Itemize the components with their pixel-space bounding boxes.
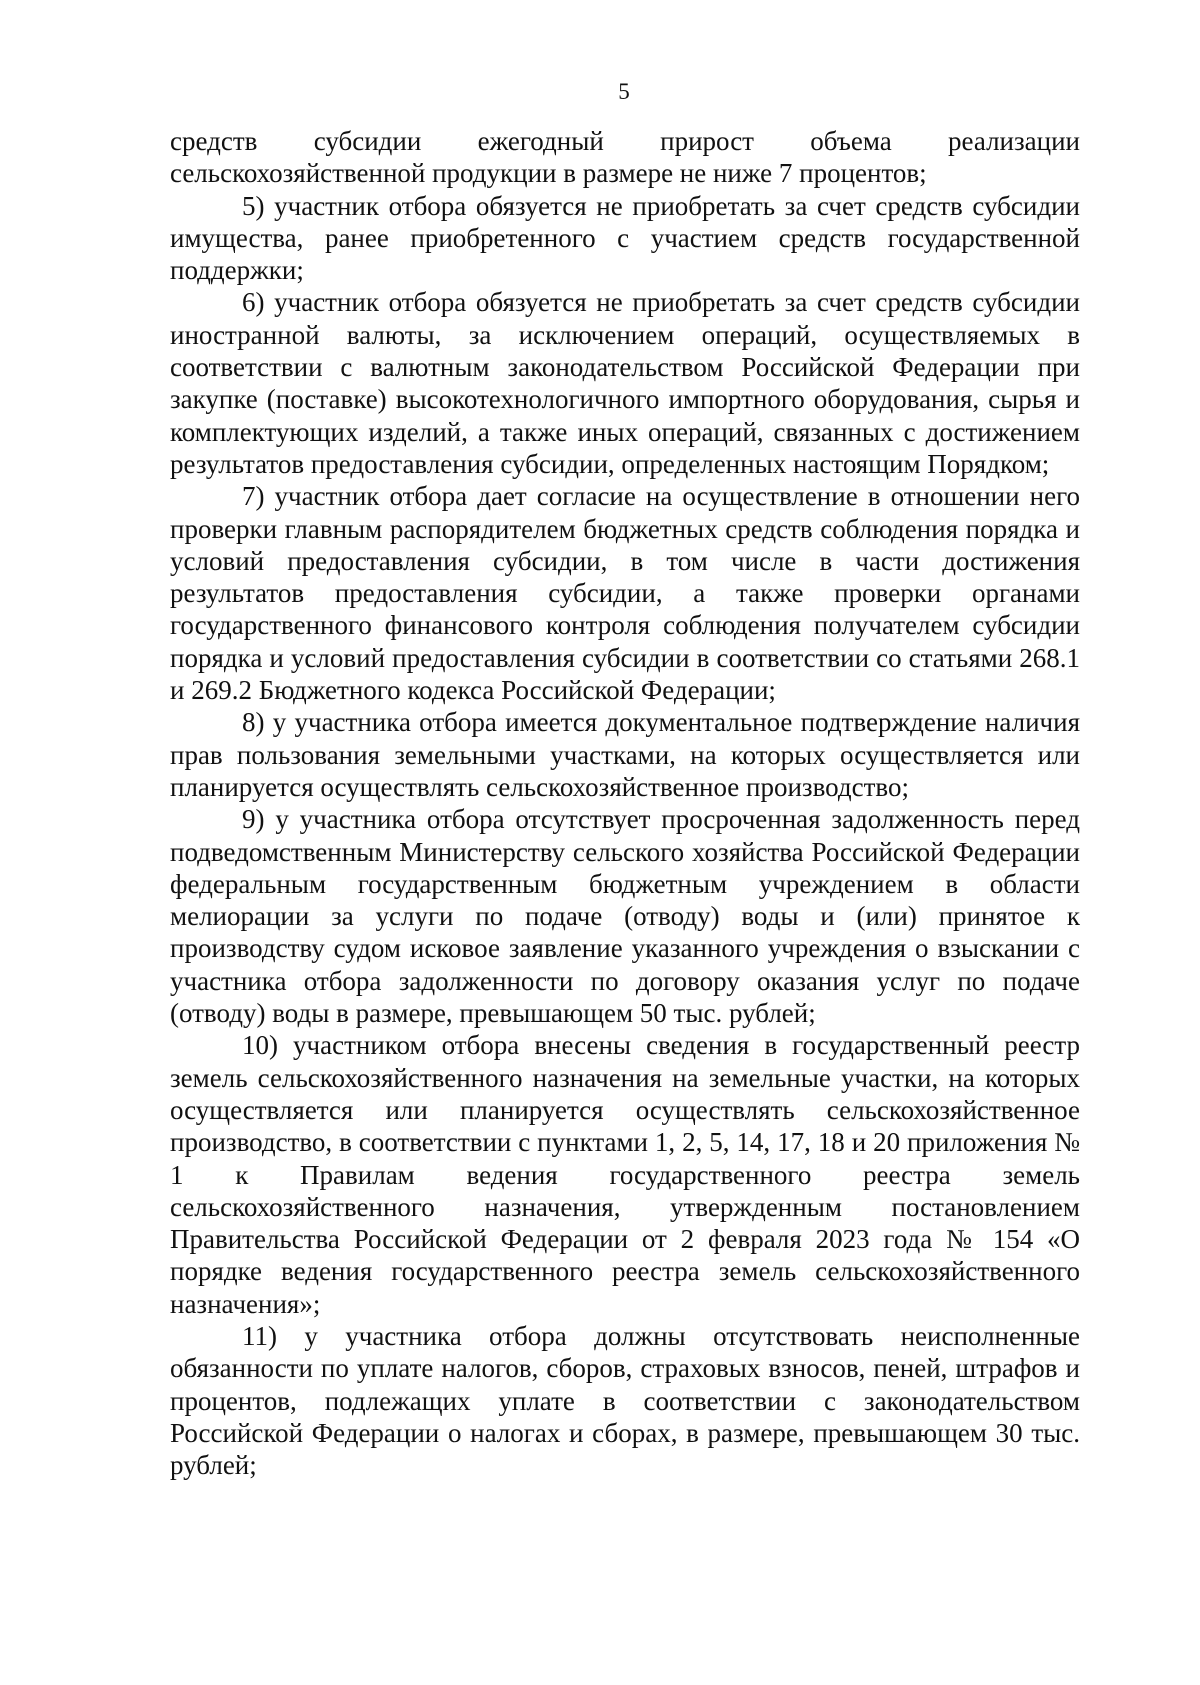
paragraph-item-8: 8) у участника отбора имеется документальное подтверждение наличия прав пользования земельными участками, на которых осуществляется или планируется осуществлять сельскохозяйственное производство; [170,707,1080,802]
page-number: 5 [618,79,630,104]
paragraph-item-9: 9) у участника отбора отсутствует просроченная задолженность перед подведомственным Министерству сельского хозяйства Российской Федерации федеральным государственным бюджетным учреждением в области мелиорации за услуги по подаче (отводу) воды и (или) принятое к производству судом исковое заявление указанного учреждения о взыскании с участника отбора задолженности по договору оказания услуг по подаче (отводу) воды в размере, превышающем 50 тыс. рублей; [170,804,1080,1029]
paragraph-continuation: средств субсидии ежегодный прирост объема реализации сельскохозяйственной продукции в размере не ниже 7 процентов; [170,126,1080,189]
document-body [170,125,1080,1481]
paragraph-item-7: 7) участник отбора дает согласие на осуществление в отношении него проверки главным распорядителем бюджетных средств соблюдения порядка и условий предоставления субсидии, в том числе в части достижения результатов предоставления субсидии, а также проверки органами государственного финансового контроля соблюдения получателем субсидии порядка и условий предоставления субсидии в соответствии со статьями 268.1 и 269.2 Бюджетного кодекса Российской Федерации; [170,481,1080,706]
paragraph-item-5: 5) участник отбора обязуется не приобретать за счет средств субсидии имущества, ранее приобретенного с участием средств государственной поддержки; [170,190,1080,286]
paragraph-item-11: 11) у участника отбора должны отсутствовать неисполненные обязанности по уплате налогов, сборов, страховых взносов, пеней, штрафов и процентов, подлежащих уплате в соответствии с законодательством Российской Федерации о налогах и сборах, в размере, превышающем 30 тыс. рублей; [170,1320,1080,1481]
paragraph-item-6: 6) участник отбора обязуется не приобретать за счет средств субсидии иностранной валюты, за исключением операций, осуществляемых в соответствии с валютным законодательством Российской Федерации при закупке (поставке) высокотехнологичного импортного оборудования, сырья и комплектующих изделий, а также иных операций, связанных с достижением результатов предоставления субсидии, определенных настоящим Порядком; [170,287,1080,479]
paragraph-item-10: 10) участником отбора внесены сведения в государственный реестр земель сельскохозяйственного назначения на земельные участки, на которых осуществляется или планируется осуществлять сельскохозяйственное производство, в соответствии с пунктами 1, 2, 5, 14, 17, 18 и 20 приложения № 1 к Правилам ведения государственного реестра земель сельскохозяйственного назначения, утвержденным постановлением Правительства Российской Федерации от 2 февраля 2023 года № 154 «О порядке ведения государственного реестра земель сельскохозяйственного назначения»; [170,1030,1080,1319]
